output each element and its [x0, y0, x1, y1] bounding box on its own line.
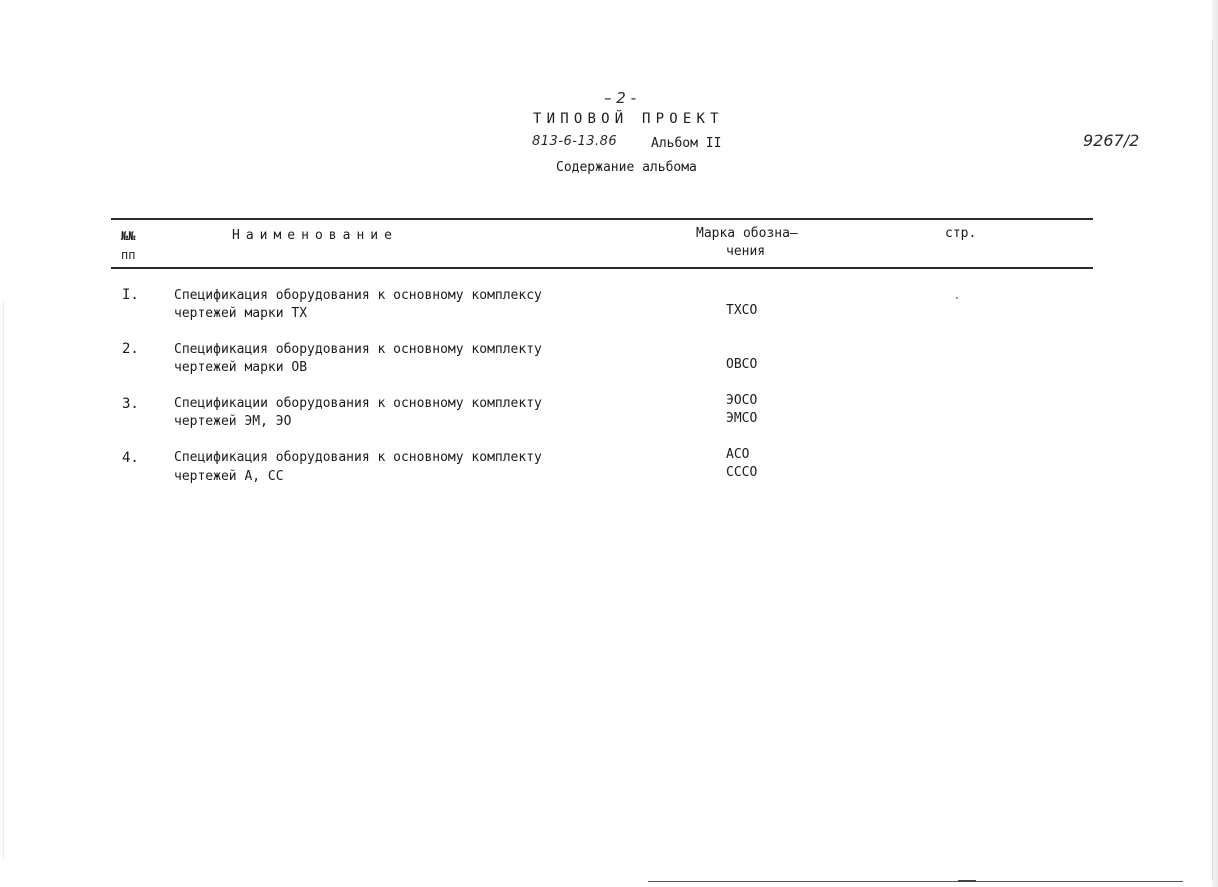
document-type: ТИПОВОЙ ПРОЕКТ	[533, 111, 724, 127]
row-name-line1: Спецификация оборудования к основному комплекту	[174, 450, 542, 465]
row-number: 2.	[122, 341, 139, 357]
row-mark: ЭОСО	[726, 393, 758, 408]
row-number: 3.	[122, 396, 139, 412]
contents-title: Содержание альбома	[556, 160, 697, 175]
page-edge-line	[1212, 40, 1213, 880]
row-mark-secondary: ЭМСО	[726, 411, 758, 426]
row-number: 4.	[122, 450, 139, 466]
row-name-line2: чертежей марки ОВ	[174, 360, 308, 375]
row-name-line1: Спецификация оборудования к основному комплекту	[174, 342, 542, 357]
bottom-frame-tick	[958, 880, 976, 882]
album-label: Альбом II	[651, 136, 722, 151]
column-header-page: стр.	[945, 226, 977, 241]
page-dot-mark	[956, 297, 958, 299]
column-header-number-sub: пп	[121, 248, 136, 262]
row-name-line2: чертежей ЭМ, ЭО	[174, 414, 292, 429]
table-top-rule	[111, 218, 1093, 220]
scan-edge-mark	[3, 300, 4, 860]
row-mark: ОВСО	[726, 357, 758, 372]
bottom-frame-line	[648, 881, 1183, 882]
column-header-name: Наименование	[232, 228, 398, 243]
row-mark-secondary: СССО	[726, 465, 758, 480]
column-header-mark: Марка обозна–	[696, 226, 798, 241]
row-name-line2: чертежей А, СС	[174, 469, 284, 484]
inventory-number: 9267/2	[1083, 131, 1140, 150]
page-number: – 2 -	[604, 89, 636, 107]
row-name-line2: чертежей марки ТХ	[174, 306, 308, 321]
row-mark: ТХСО	[726, 303, 758, 318]
column-header-number: №№	[121, 229, 136, 243]
row-name-line1: Спецификация оборудования к основному комплексу	[174, 288, 542, 303]
project-code: 813-6-13.86	[532, 134, 618, 149]
column-header-mark-sub: чения	[726, 244, 766, 259]
row-mark: АСО	[726, 447, 750, 462]
row-name-line1: Спецификации оборудования к основному комплекту	[174, 396, 542, 411]
table-header-rule	[111, 267, 1093, 269]
row-number: I.	[122, 287, 139, 303]
